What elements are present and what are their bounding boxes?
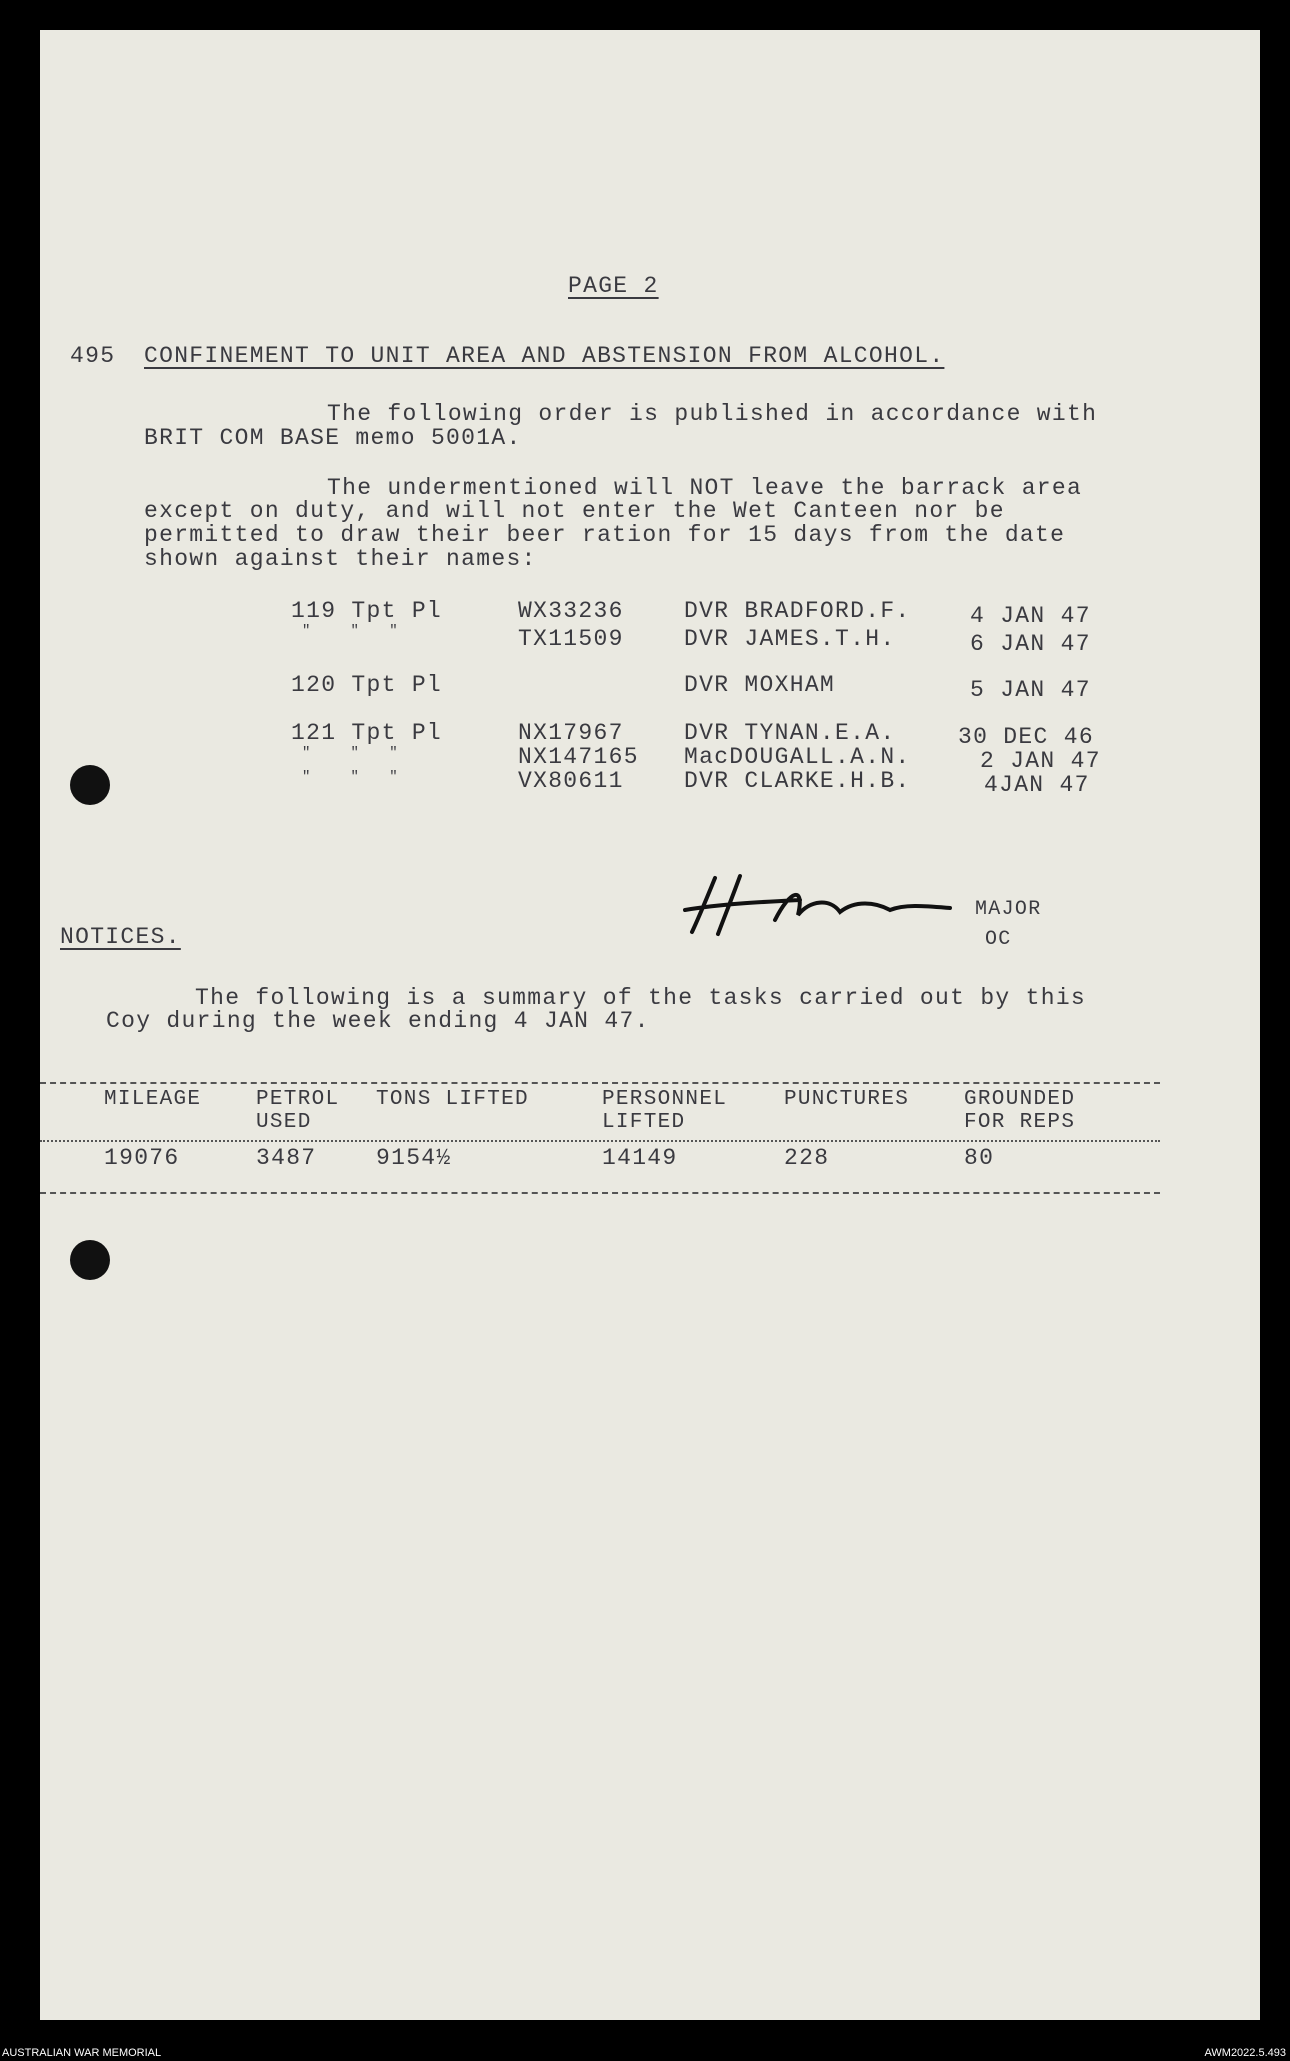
- paragraph1-line2: BRIT COM BASE memo 5001A.: [144, 425, 522, 451]
- document-page: [40, 30, 1260, 2020]
- entry-unit: " " ": [302, 623, 400, 639]
- table-header: USED: [256, 1111, 312, 1134]
- paragraph2-line4: shown against their names:: [144, 546, 537, 572]
- paragraph2-line1: The undermentioned will NOT leave the barrack area: [327, 475, 1083, 501]
- table-header: FOR REPS: [964, 1111, 1076, 1134]
- punch-hole-bottom: [70, 1240, 110, 1280]
- page-label: PAGE 2: [568, 273, 659, 299]
- table-header: PETROL: [256, 1088, 340, 1111]
- table-header: PERSONNEL: [602, 1088, 728, 1111]
- entry-number: WX33236: [518, 598, 624, 624]
- entry-number: TX11509: [518, 626, 624, 652]
- footer-right: AWM2022.5.493: [1204, 2047, 1286, 2059]
- entry-name: DVR BRADFORD.F.: [684, 598, 911, 624]
- entry-date: 5 JAN 47: [970, 677, 1091, 703]
- paragraph1-line1: The following order is published in accordance with: [327, 401, 1098, 427]
- table-cell: 228: [784, 1145, 830, 1171]
- entry-unit: " " ": [302, 769, 400, 785]
- entry-name: DVR MOXHAM: [684, 672, 836, 698]
- paragraph2-line2: except on duty, and will not enter the Wet Canteen nor be: [144, 498, 1005, 524]
- entry-number: VX80611: [518, 768, 624, 794]
- table-header: GROUNDED: [964, 1088, 1076, 1111]
- table-header: MILEAGE: [104, 1088, 202, 1111]
- table-header: PUNCTURES: [784, 1088, 910, 1111]
- entry-date: 2 JAN 47: [980, 748, 1101, 774]
- table-cell: 9154½: [376, 1145, 452, 1171]
- footer-left: AUSTRALIAN WAR MEMORIAL: [2, 2047, 162, 2059]
- notices-line1: The following is a summary of the tasks carried out by this: [195, 985, 1087, 1011]
- table-header: LIFTED: [602, 1111, 686, 1134]
- entry-name: MacDOUGALL.A.N.: [684, 744, 911, 770]
- table-cell: 80: [964, 1145, 995, 1171]
- handwritten-signature: [680, 870, 960, 940]
- paragraph2-line3: permitted to draw their beer ration for 15 days from the date: [144, 522, 1066, 548]
- entry-name: DVR JAMES.T.H.: [684, 626, 896, 652]
- entry-unit: 121 Tpt Pl: [291, 720, 443, 746]
- table-rule-top: [40, 1082, 1160, 1084]
- table-cell: 19076: [104, 1145, 180, 1171]
- table-cell: 3487: [256, 1145, 317, 1171]
- entry-unit: " " ": [302, 745, 400, 761]
- notices-heading: NOTICES.: [60, 924, 181, 950]
- table-cell: 14149: [602, 1145, 678, 1171]
- entry-date: 6 JAN 47: [970, 631, 1091, 657]
- entry-date: 4 JAN 47: [970, 603, 1091, 629]
- notices-line2: Coy during the week ending 4 JAN 47.: [106, 1008, 650, 1034]
- signatory-rank: MAJOR: [975, 898, 1042, 921]
- entry-number: NX147165: [518, 744, 639, 770]
- signatory-title: OC: [985, 928, 1012, 951]
- entry-date: 30 DEC 46: [958, 724, 1094, 750]
- order-number: 495: [70, 343, 116, 369]
- entry-unit: 119 Tpt Pl: [291, 598, 443, 624]
- entry-name: DVR CLARKE.H.B.: [684, 768, 911, 794]
- entry-date: 4JAN 47: [984, 772, 1090, 798]
- table-header: TONS LIFTED: [376, 1088, 529, 1111]
- punch-hole-top: [70, 765, 110, 805]
- order-heading: CONFINEMENT TO UNIT AREA AND ABSTENSION FROM ALCOHOL.: [144, 343, 945, 369]
- entry-number: NX17967: [518, 720, 624, 746]
- entry-unit: 120 Tpt Pl: [291, 672, 443, 698]
- table-rule-bottom: [40, 1192, 1160, 1194]
- table-rule-middle: [40, 1140, 1160, 1142]
- entry-name: DVR TYNAN.E.A.: [684, 720, 896, 746]
